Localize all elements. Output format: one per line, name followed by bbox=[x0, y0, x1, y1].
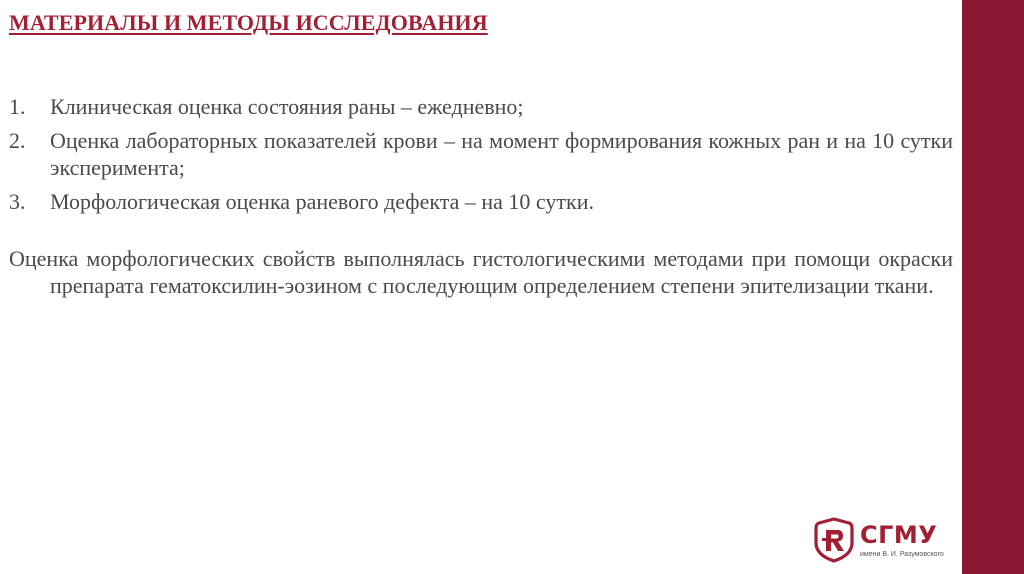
list-item-number: 2. bbox=[9, 128, 26, 153]
list-item-text: Морфологическая оценка раневого дефекта – на 10 сутки. bbox=[50, 189, 594, 214]
slide-content bbox=[9, 93, 953, 299]
list-item bbox=[9, 127, 953, 181]
right-accent-band bbox=[962, 0, 1024, 574]
list-item-text: Клиническая оценка состояния раны – ежедневно; bbox=[50, 94, 524, 119]
logo-text bbox=[860, 522, 944, 559]
list-item bbox=[9, 188, 953, 215]
list-item-number: 3. bbox=[9, 189, 26, 214]
slide-title: МАТЕРИАЛЫ И МЕТОДЫ ИССЛЕДОВАНИЯ bbox=[9, 10, 488, 35]
logo-name: СГМУ bbox=[860, 520, 938, 549]
list-item bbox=[9, 93, 953, 120]
logo-subtitle: имени В. И. Разумовского bbox=[860, 550, 944, 558]
university-logo bbox=[814, 512, 944, 568]
list-item-text: Оценка лабораторных показателей крови – на момент формирования кожных ран и на 10 сутки эксперимента; bbox=[50, 128, 953, 180]
university-logo-icon bbox=[814, 517, 854, 563]
methods-list bbox=[9, 93, 953, 215]
list-item-number: 1. bbox=[9, 94, 26, 119]
methods-paragraph: Оценка морфологических свойств выполнялась гистологическими методами при помощи окраски препарата гематоксилин-эозином с последующим определением степени эпителизации ткани. bbox=[9, 246, 953, 298]
